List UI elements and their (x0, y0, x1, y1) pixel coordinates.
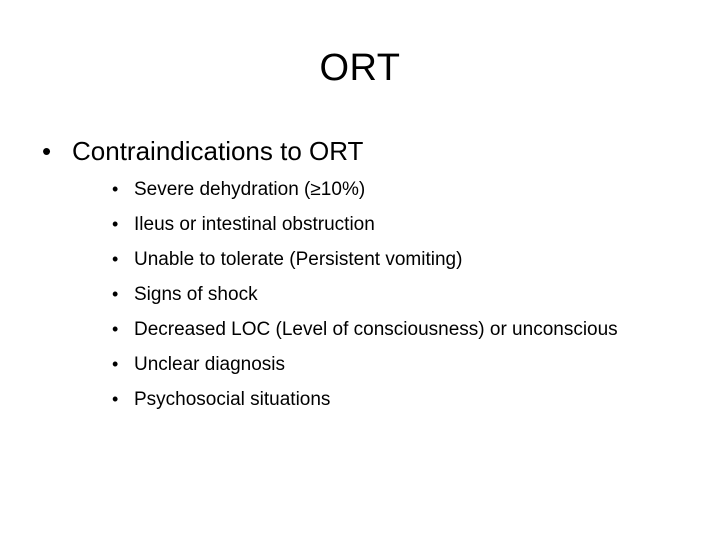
bullet-icon: • (112, 214, 119, 234)
bullet-icon: • (112, 319, 119, 339)
sub-bullet-item (112, 277, 712, 312)
sub-bullet-item (112, 172, 712, 207)
sub-bullet-text: Severe dehydration (≥10%) (134, 179, 366, 200)
sub-bullet-list (112, 172, 712, 417)
bullet-icon: • (112, 179, 119, 199)
bullet-icon: • (42, 136, 52, 166)
slide-title: ORT (319, 47, 401, 89)
sub-bullet-item (112, 382, 712, 417)
sub-bullet-item (112, 242, 712, 277)
main-bullet-text: Contraindications to ORT (72, 136, 364, 166)
sub-bullet-item (112, 312, 712, 347)
sub-bullet-text: Unable to tolerate (Persistent vomiting) (134, 249, 463, 270)
bullet-icon: • (112, 389, 119, 409)
bullet-icon: • (112, 249, 119, 269)
sub-bullet-text: Unclear diagnosis (134, 354, 286, 375)
main-bullet-list (42, 134, 682, 168)
sub-bullet-text: Decreased LOC (Level of consciousness) or unconscious (134, 319, 618, 340)
sub-bullet-item (112, 347, 712, 382)
sub-bullet-text: Psychosocial situations (134, 389, 331, 410)
sub-bullet-item (112, 207, 712, 242)
main-bullet-item (42, 134, 682, 168)
sub-bullet-text: Signs of shock (134, 284, 258, 305)
bullet-icon: • (112, 284, 119, 304)
bullet-icon: • (112, 354, 119, 374)
sub-bullet-text: Ileus or intestinal obstruction (134, 214, 375, 235)
